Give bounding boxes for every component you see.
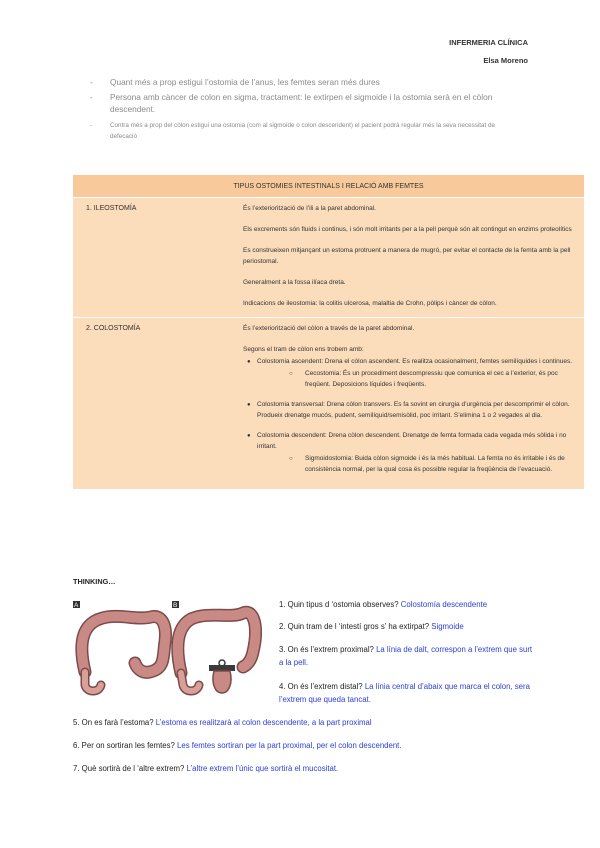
question-7 — [73, 762, 338, 775]
question-text: 6. Per on sortiran les femtes? — [73, 741, 175, 750]
question-text: 5. On es farà l’estoma? — [73, 718, 154, 727]
course-title: INFERMERIA CLÍNICA — [449, 38, 528, 47]
thinking-heading: THINKING… — [73, 577, 116, 586]
colostomy-segments-intro: Segons el tram de còlon ens trobem amb: — [243, 346, 364, 353]
question-2 — [279, 620, 464, 633]
stoma-figure — [209, 660, 235, 693]
ileostomy-paragraph: És l’exteriorització de l’ili a la paret abdominal. — [243, 205, 376, 212]
answer-text: La línia de dalt, correspon a l’extrem que surt a la pell. — [279, 645, 533, 667]
question-6 — [73, 739, 402, 752]
answer-text: L’altre extrem l’únic que sortirà el mucositat. — [186, 764, 339, 773]
intro-bullet: - Persona amb càncer de colon en sigma, tractament: le extirpen el sigmoide i la ostomia serà en el còlon descendent. — [90, 91, 520, 116]
ileostomy-paragraph: Indicacions de ileostomia: la colitis ulcerosa, malaltia de Crohn, pòlips i càncer de còlon. — [243, 299, 497, 307]
answer-text: Sigmoide — [431, 622, 464, 631]
ileostomy-label: 1. ILEOSTOMÍA — [73, 198, 226, 318]
cecostomy-item: ○ Cecostomia: És un procediment descompressiu que comunica el cec a l’exterior, és poc freqüent. Deposicions líquides i freqüents. — [257, 369, 574, 390]
question-text: 7. Què sortirà de l ‘altre extrem? — [73, 764, 185, 773]
figure-label-a: A — [74, 602, 79, 609]
answer-text: La línia central d’abaix que marca el colon, sera l’extrem que queda tancat. — [279, 682, 530, 704]
table-title: TIPUS OSTOMIES INTESTINALS I RELACIÓ AMB FEMTES — [73, 175, 584, 198]
table-row-ileostomy — [73, 198, 584, 318]
intro-bullet: - Quant més a prop estigui l’ostomia de l’anus, les femtes seran més dures — [90, 76, 520, 89]
ascending-colostomy-item: ● Colostomia ascendent: Drena el còlon ascendent. Es realitza ocasionalment, femtes semilíquides i continues. ○ Cecostomia: És un procediment descompressiu que comunica el cec a l’exterior, és poc freqüent. Deposicions líquides i freqüents. — [243, 357, 574, 391]
ostomy-types-table — [73, 175, 584, 490]
question-3 — [279, 643, 534, 669]
ileostomy-paragraph: Els excrements són fluids i continus, i són molt irritants per a la pell perquè són alt contingut en enzims proteolítics — [243, 226, 572, 233]
answer-text: Colostomía descendente — [400, 600, 488, 609]
table-row-colostomy — [73, 318, 584, 490]
figure-label-b: B — [173, 602, 178, 609]
ileostomy-paragraph: Es construeixen mitjançant un estoma protruent a manera de mugró, per evitar el contacte de la femta amb la pell periostomal. — [243, 247, 571, 265]
question-text: 3. On és l’extrem proximal? — [279, 645, 374, 654]
answer-text: L’estoma es realitzarà al colon descendente, a la part proximal — [155, 718, 372, 727]
intro-bullet: - Contra més a prop del còlon estigui una ostomia (com al sigmoide o colon descendent) el pacient podrà regular més la seva necessitat de defecació — [90, 120, 520, 142]
ileostomy-description — [226, 198, 584, 318]
author-name: Elsa Moreno — [483, 56, 528, 65]
question-5 — [73, 716, 372, 729]
question-text: 1. Quin tipus d ‘ostomia observes? — [279, 600, 399, 609]
colostomy-description — [226, 318, 584, 490]
transverse-colostomy-item: ● Colostomia transversal: Drena còlon transvers. Es fa sovint en cirurgia d’urgència per descomprimir el còlon. Produeix drenatge mucós, pudent, semilíquid/semisòlid, poc irritant. S’elimina 1 o 2 vegades al dia. — [243, 400, 574, 421]
question-text: 4. On és l’extrem distal? — [279, 682, 363, 691]
ileostomy-paragraph: Generalment a la fossa ilíaca dreta. — [243, 278, 346, 286]
colostomy-label: 2. COLOSTOMÍA — [73, 318, 226, 490]
descending-colostomy-item: ● Colostomia descendent: Drena còlon descendent. Drenatge de femta formada cada vegada més sòlida i no irritant. ○ Sigmoidostomia: Buida còlon sigmoide i és la més habitual. La femta no és irritable i és de consistència normal, per la qual cosa és possible regular la freqüència de l’evacuació. — [243, 431, 574, 475]
sigmoidostomy-item: ○ Sigmoidostomia: Buida còlon sigmoide i és la més habitual. La femta no és irritable i és de consistència normal, per la qual cosa és possible regular la freqüència de l’evacuació. — [257, 454, 574, 475]
intestine-a — [82, 616, 166, 691]
colostomy-intro: És l’exteriorització del còlon a través de la paret abdominal. — [243, 325, 415, 332]
intro-bullets — [90, 76, 520, 144]
question-text: 2. Quin tram de l ‘intestí gros s’ ha extirpat? — [279, 622, 430, 631]
colostomy-illustration — [73, 597, 263, 699]
answer-text: Les femtes sortiran per la part proximal, per el colon descendent. — [177, 741, 402, 750]
question-4 — [279, 680, 534, 706]
question-1 — [279, 598, 487, 611]
